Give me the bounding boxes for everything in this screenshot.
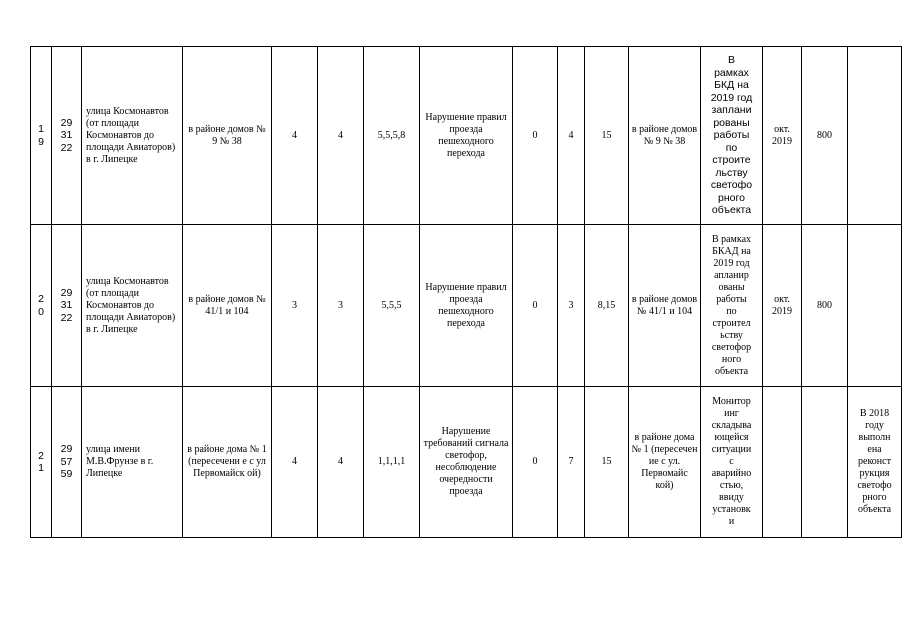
count-5: 15 <box>585 387 629 538</box>
term: окт. 2019 <box>763 225 802 387</box>
count-3: 0 <box>513 387 558 538</box>
count-2: 4 <box>318 47 364 225</box>
note: В 2018 году выполн ена реконст рукция светофо рного объекта <box>848 387 902 538</box>
measure: В рамках БКД на 2019 год заплани рованы работы по строите льству светофо рного объекта <box>701 47 763 225</box>
road-code: 29 31 22 <box>52 47 82 225</box>
measure: В рамках БКАД на 2019 год апланир ованы работы по строител ьству светофор ного объекта <box>701 225 763 387</box>
codes: 5,5,5,8 <box>364 47 420 225</box>
street-name: улица имени М.В.Фрунзе в г. Липецке <box>82 387 183 538</box>
incident-table <box>30 46 902 538</box>
location: в районе домов № 41/1 и 104 <box>183 225 272 387</box>
count-4: 3 <box>558 225 585 387</box>
note <box>848 225 902 387</box>
street-name: улица Космонавтов (от площади Космонавтов до площади Авиаторов) в г. Липецке <box>82 47 183 225</box>
count-3: 0 <box>513 47 558 225</box>
measure: Монитор инг складыва ющейся ситуации с аварийно стью, ввиду установк и <box>701 387 763 538</box>
row-number: 2 1 <box>31 387 52 538</box>
table-row <box>31 387 902 538</box>
location-2: в районе дома № 1 (пересечен ие с ул. Первомайс кой) <box>629 387 701 538</box>
row-number: 2 0 <box>31 225 52 387</box>
count-3: 0 <box>513 225 558 387</box>
street-name: улица Космонавтов (от площади Космонавтов до площади Авиаторов) в г. Липецке <box>82 225 183 387</box>
table-row <box>31 47 902 225</box>
violation: Нарушение правил проезда пешеходного перехода <box>420 47 513 225</box>
cost: 800 <box>802 47 848 225</box>
road-code: 29 57 59 <box>52 387 82 538</box>
codes: 5,5,5 <box>364 225 420 387</box>
location: в районе дома № 1 (пересечени е с ул Первомайск ой) <box>183 387 272 538</box>
count-4: 7 <box>558 387 585 538</box>
violation: Нарушение требований сигнала светофор, несоблюдение очередности проезда <box>420 387 513 538</box>
count-1: 4 <box>272 47 318 225</box>
row-number: 1 9 <box>31 47 52 225</box>
note <box>848 47 902 225</box>
count-5: 15 <box>585 47 629 225</box>
count-4: 4 <box>558 47 585 225</box>
count-5: 8,15 <box>585 225 629 387</box>
term: окт. 2019 <box>763 47 802 225</box>
violation: Нарушение правил проезда пешеходного перехода <box>420 225 513 387</box>
count-1: 4 <box>272 387 318 538</box>
location: в районе домов № 9 № 38 <box>183 47 272 225</box>
road-code: 29 31 22 <box>52 225 82 387</box>
term <box>763 387 802 538</box>
location-2: в районе домов № 41/1 и 104 <box>629 225 701 387</box>
count-1: 3 <box>272 225 318 387</box>
cost: 800 <box>802 225 848 387</box>
count-2: 4 <box>318 387 364 538</box>
count-2: 3 <box>318 225 364 387</box>
table-row <box>31 225 902 387</box>
codes: 1,1,1,1 <box>364 387 420 538</box>
cost <box>802 387 848 538</box>
location-2: в районе домов № 9 № 38 <box>629 47 701 225</box>
